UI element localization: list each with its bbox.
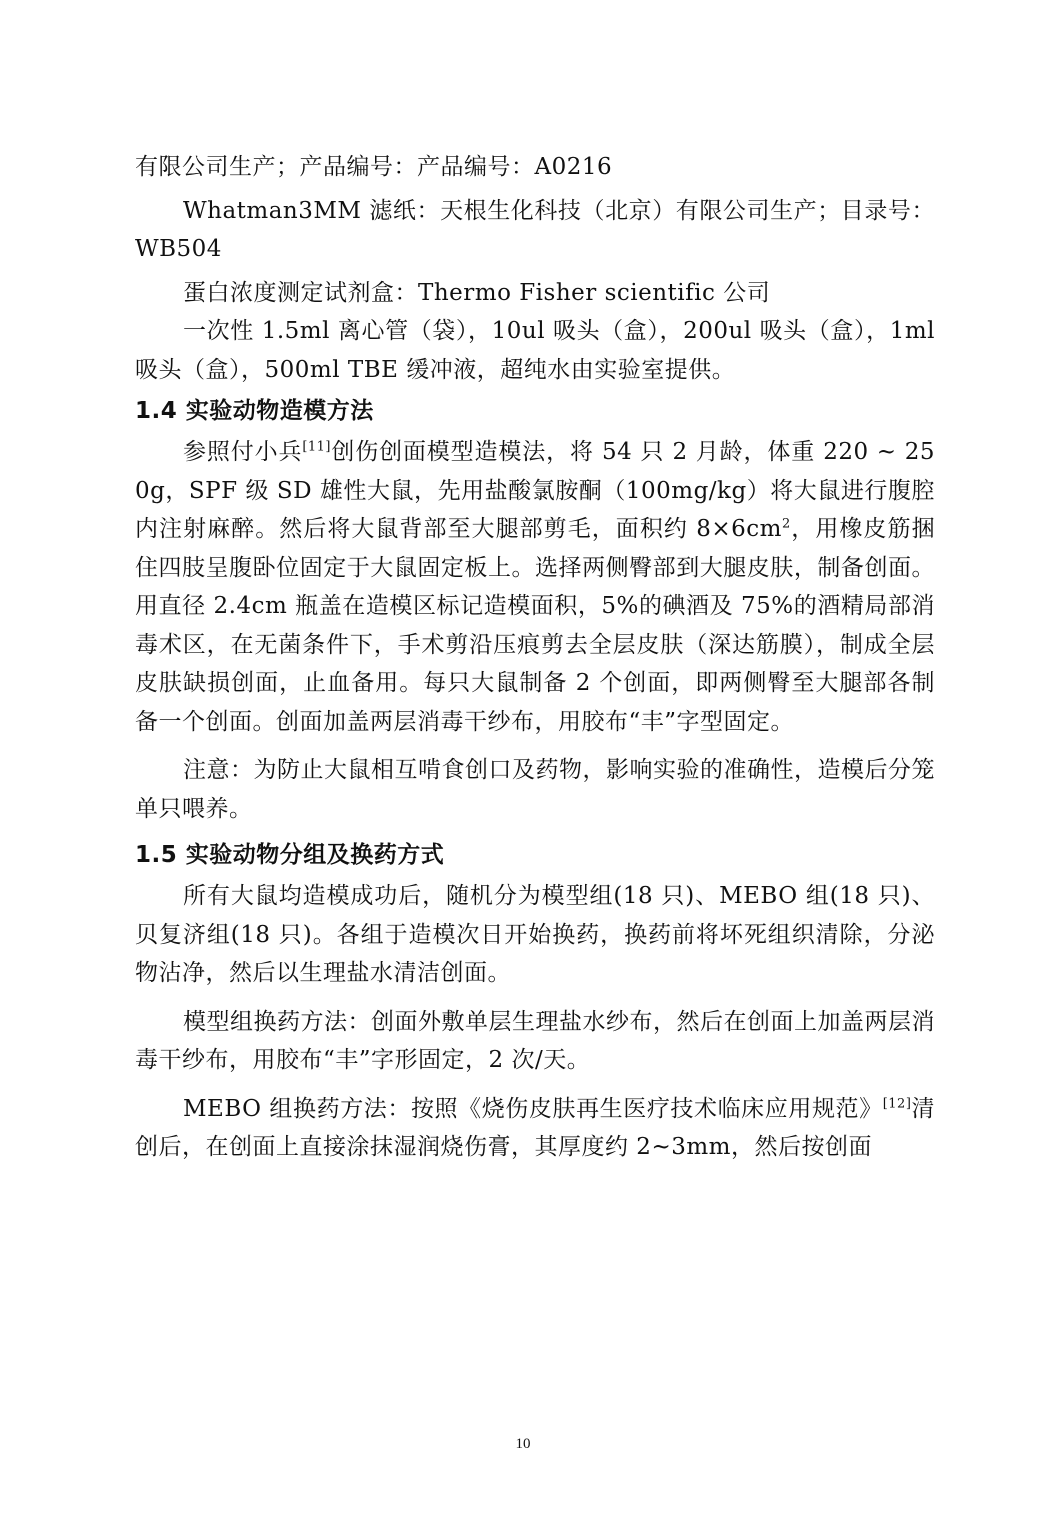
mebo-text-end: 清创后，在创面上直接涂抹湿润烧伤膏，其厚度约 2~3mm，然后按创面 [135,1095,935,1160]
document-body [135,148,935,1167]
paragraph-protein-kit: 蛋白浓度测定试剂盒：Thermo Fisher scientific 公司 [183,279,771,306]
citation-11: [11] [302,439,331,455]
paragraph-grouping: 所有大鼠均造模成功后，随机分为模型组(18 只)、MEBO 组(18 只)、贝复济组(18 只)。各组于造模次日开始换药，换药前将坏死组织清除，分泌物沾净，然后以生理盐水清洁创面。 [135,883,935,986]
paragraph-consumables: 一次性 1.5ml 离心管（袋），10ul 吸头（盒），200ul 吸头（盒），1ml 吸头（盒），500ml TBE 缓冲液，超纯水由实验室提供。 [135,318,935,383]
superscript-2: 2 [781,516,791,532]
paragraph-whatman-filter: Whatman3MM 滤纸：天根生化科技（北京）有限公司生产；目录号：WB504 [135,197,935,262]
paragraph-intro: 有限公司生产；产品编号：产品编号：A0216 [135,154,613,180]
mebo-text-start: MEBO 组换药方法：按照《烧伤皮肤再生医疗技术临床应用规范》 [183,1095,883,1122]
citation-12: [12] [882,1095,912,1111]
paragraph-note: 注意：为防止大鼠相互啃食创口及药物，影响实验的准确性，造模后分笼单只喂养。 [135,757,935,822]
paragraph-mebo-group-method [135,1090,935,1167]
section-heading-1-4: 1.4 实验动物造模方法 [135,398,374,424]
modeling-text-middle: 创伤创面模型造模法，将 54 只 2 月龄，体重 220 ~ 250g，SPF 级 SD 雄性大鼠，先用盐酸氯胺酮（100mg/kg）将大鼠进行腹腔内注射麻醉。然后将大鼠背部至大腿部剪毛，面积约 8×6cm [135,439,936,542]
modeling-text-end: ，用橡皮筋捆住四肢呈腹卧位固定于大鼠固定板上。选择两侧臀部到大腿皮肤，制备创面。用直径 2.4cm 瓶盖在造模区标记造模面积，5%的碘酒及 75%的酒精局部消毒术区，在无菌条件下，手术剪沿压痕剪去全层皮肤（深达筋膜），制成全层皮肤缺损创面，止血备用。每只大鼠制备 2 个创面，即两侧臀至大腿部各制备一个创面。创面加盖两层消毒干纱布，用胶布“丰”字型固定。 [135,516,935,735]
section-heading-1-5: 1.5 实验动物分组及换药方式 [135,842,445,868]
page-number: 10 [515,1436,531,1452]
modeling-text-start: 参照付小兵 [183,439,303,465]
paragraph-model-group-method: 模型组换药方法：创面外敷单层生理盐水纱布，然后在创面上加盖两层消毒干纱布，用胶布“丰”字形固定，2 次/天。 [135,1008,935,1073]
paragraph-modeling-method [135,433,935,741]
